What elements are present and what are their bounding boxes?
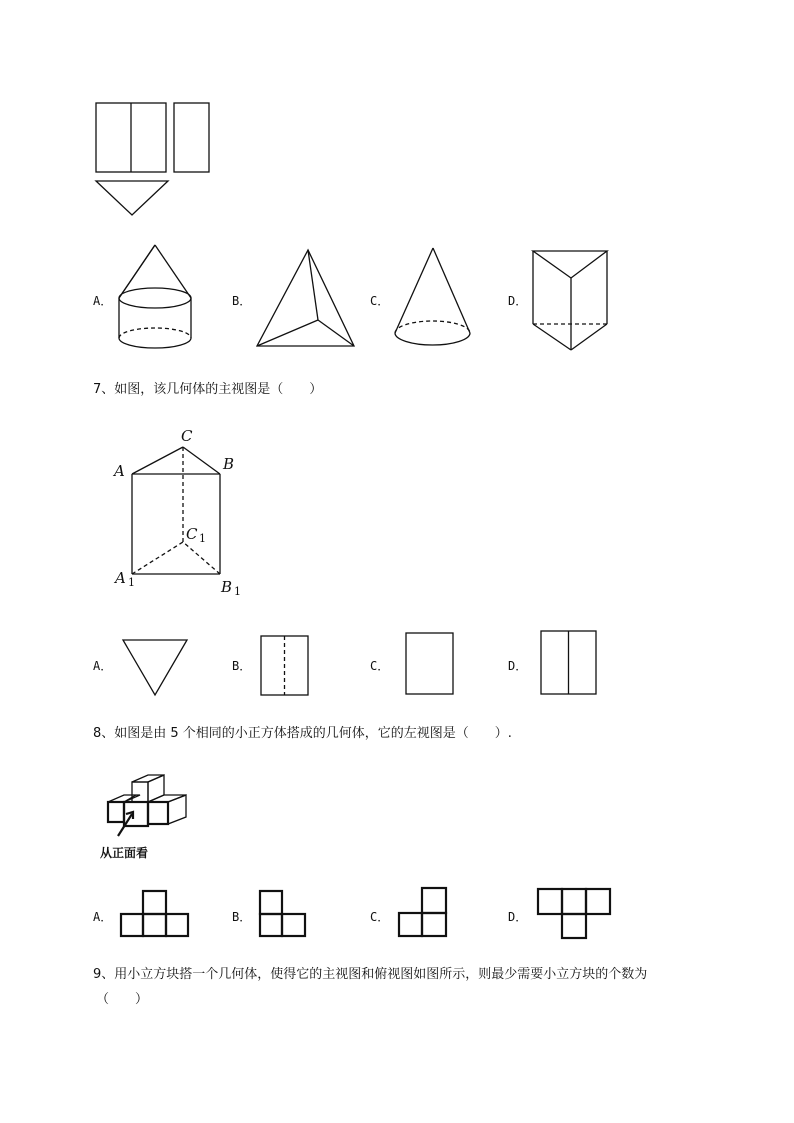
q9-question-text-line2: （ ）: [96, 992, 149, 1007]
q7-point-a1-subscript: 1: [128, 576, 135, 589]
q7-point-b1: B: [221, 578, 233, 596]
q8-cube-stack-figure: [96, 772, 206, 864]
q6-option-b-pyramid[interactable]: [252, 245, 362, 355]
q8-option-b-view[interactable]: [256, 888, 311, 940]
q7-point-c: C: [181, 427, 193, 445]
q6-option-d-prism[interactable]: [528, 245, 618, 355]
q7-point-c1: C: [186, 525, 198, 543]
q8-option-c-view[interactable]: [396, 885, 452, 941]
q7-option-a-triangle[interactable]: [118, 635, 193, 701]
q7-option-d-label[interactable]: D．: [508, 659, 528, 673]
q6-option-b-label[interactable]: B．: [232, 294, 252, 308]
q6-option-d-label[interactable]: D．: [508, 294, 528, 308]
q9-question-text-line1: 9、用小立方块搭一个几何体，使得它的主视图和俯视图如图所示，则最少需要小立方块的个数为: [93, 967, 648, 982]
q8-question-text: 8、如图是由 5 个相同的小正方体搭成的几何体，它的左视图是（ ）.: [93, 726, 512, 741]
q8-option-c-label[interactable]: C．: [370, 910, 390, 924]
q8-option-d-view[interactable]: [535, 886, 615, 942]
q6-option-c-cone[interactable]: [390, 243, 480, 353]
q6-option-a-label[interactable]: A．: [93, 294, 113, 308]
q7-option-a-label[interactable]: A．: [93, 659, 113, 673]
q6-option-c-label[interactable]: C．: [370, 294, 390, 308]
q6-three-views-figure: [90, 98, 220, 223]
q7-option-c-label[interactable]: C．: [370, 659, 390, 673]
q7-option-c-rect[interactable]: [403, 630, 458, 700]
q7-question-text: 7、如图，该几何体的主视图是（ ）: [93, 382, 323, 397]
q8-option-a-view[interactable]: [118, 888, 193, 940]
q8-option-a-label[interactable]: A．: [93, 910, 113, 924]
q8-view-caption: 从正面看: [100, 846, 149, 860]
q8-option-b-label[interactable]: B．: [232, 910, 252, 924]
q7-point-c1-subscript: 1: [199, 532, 206, 545]
q6-option-a-cylinder-cone[interactable]: [112, 240, 202, 355]
q7-point-b1-subscript: 1: [234, 585, 241, 598]
q7-option-b-rect-dashed[interactable]: [258, 632, 313, 700]
q8-option-d-label[interactable]: D．: [508, 910, 528, 924]
q7-point-a: A: [114, 462, 125, 480]
q7-point-a1: A: [115, 569, 126, 587]
q7-point-b: B: [223, 455, 235, 473]
q7-option-b-label[interactable]: B．: [232, 659, 252, 673]
q7-triangular-prism-figure: [108, 422, 258, 602]
q7-option-d-rect-solid-divider[interactable]: [538, 628, 600, 700]
